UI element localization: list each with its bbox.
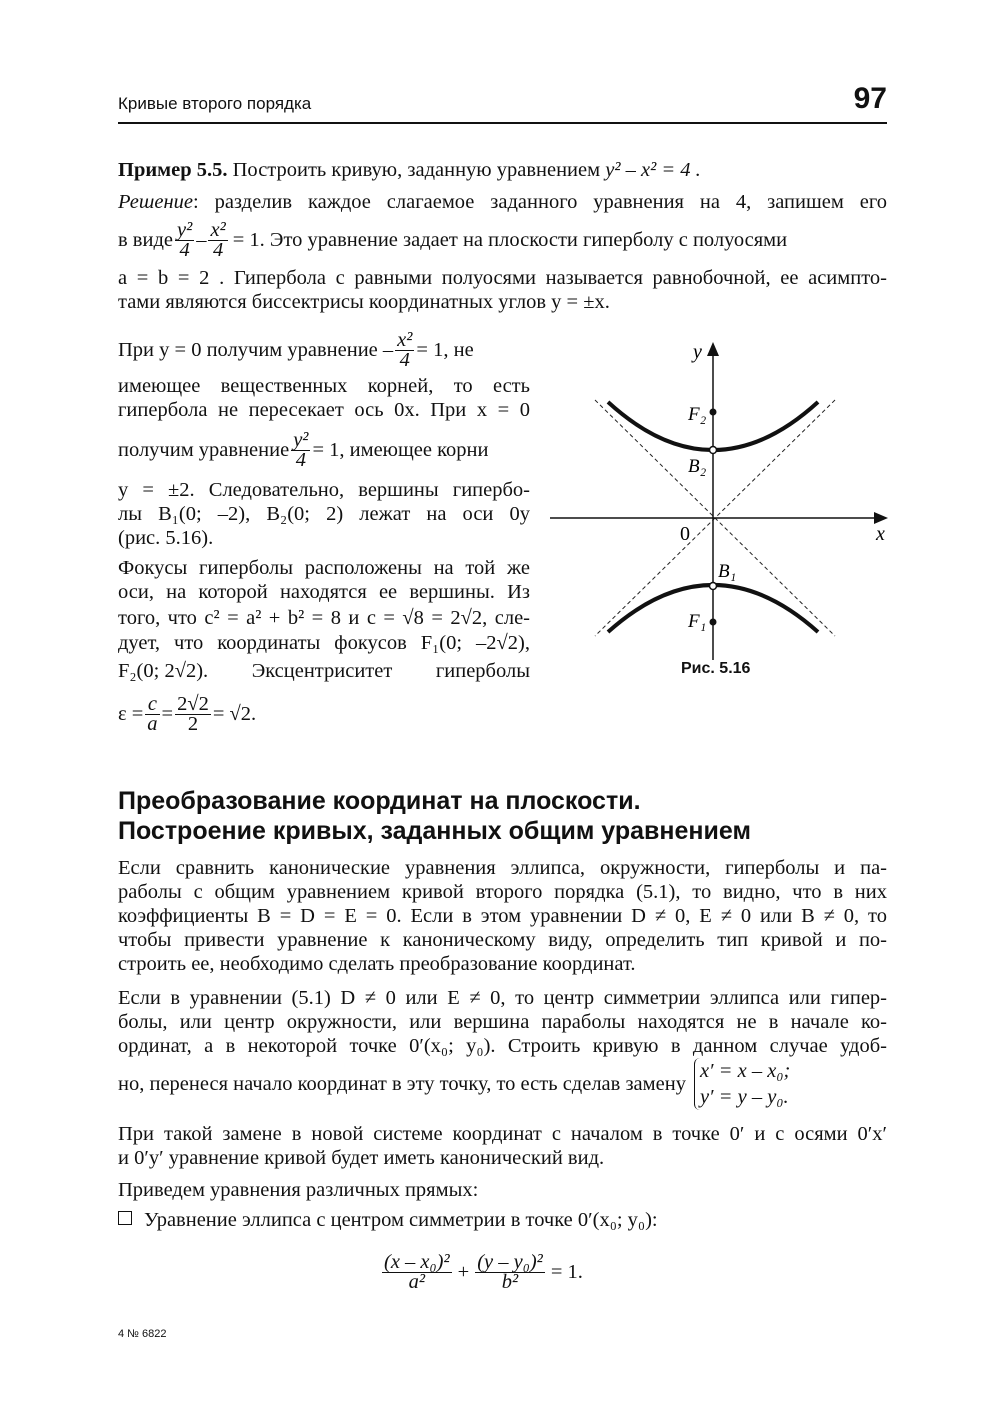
section-heading-line-2: Построение кривых, заданных общим уравнением bbox=[118, 817, 751, 845]
para1-line-1: Если сравнить канонические уравнения эллипса, окружности, гиперболы и па- bbox=[118, 857, 887, 879]
vertex-b1-point bbox=[710, 583, 717, 590]
hyperbola-figure bbox=[550, 330, 895, 660]
solution-text: : разделив каждое слагаемое заданного уравнения на 4, запишем его bbox=[192, 191, 887, 213]
b2-label: B₂ bbox=[688, 456, 707, 477]
fraction-y2-4-b: $\frac{\text{y²}}{4}$ bbox=[293, 428, 309, 471]
substitution-eq-1: x′ = x – x₀; bbox=[699, 1060, 791, 1082]
para2-last-text: но, перенеся начало координат в эту точку, то есть сделав замену bbox=[118, 1073, 686, 1095]
bullet-ellipse-text: Уравнение эллипса с центром симметрии в точке 0′(x₀; y₀): bbox=[144, 1209, 658, 1231]
para2-line-2: болы, или центр окружности, или вершина параболы находятся не в начале ко- bbox=[118, 1011, 887, 1033]
left-p2: имеющее вещественных корней, то есть bbox=[118, 375, 530, 397]
left-p4: получим уравнение $\frac{\text{y²}}{4}$ = 1, имеющее корни bbox=[118, 428, 489, 471]
left-p8: Фокусы гиперболы расположены на той же bbox=[118, 557, 530, 579]
para1-line-3: коэффициенты B = D = E = 0. Если в этом уравнении D ≠ 0, E ≠ 0 или B ≠ 0, то bbox=[118, 905, 887, 927]
x-axis-label: x bbox=[876, 523, 885, 545]
ellipse-fraction-y: $\frac{\text{(y – y₀)²}}{\text{b²}}$ bbox=[477, 1250, 543, 1293]
left-p6: лы B₁(0; –2), B₂(0; 2) лежат на оси 0y bbox=[118, 503, 530, 525]
f2-label: F₂ bbox=[688, 404, 707, 425]
para3-line-1: При такой замене в новой системе координат с началом в точке 0′ и с осями 0′x′ bbox=[118, 1123, 887, 1145]
para4: Приведем уравнения различных прямых: bbox=[118, 1179, 479, 1201]
left-p5: y = ±2. Следовательно, вершины гипербо- bbox=[118, 479, 530, 501]
eccentricity-formula: ε = $\frac{c}{a}$ = $\frac{2√2}{2}$ = √2. bbox=[118, 692, 257, 735]
section-heading-line-1: Преобразование координат на плоскости. bbox=[118, 787, 641, 815]
page-number: 97 bbox=[853, 82, 887, 115]
b1-label: B₁ bbox=[718, 561, 737, 582]
substitution-eq-2: y′ = y – y₀. bbox=[699, 1086, 789, 1108]
fraction-2sqrt2-2: $\frac{2√2}{2}$ bbox=[177, 692, 209, 735]
left-p10: того, что c² = a² + b² = 8 и c = √8 = 2√2, сле- bbox=[118, 607, 530, 629]
fraction-c-a: $\frac{c}{a}$ bbox=[147, 692, 158, 735]
para1-line-5: строить ее, необходимо сделать преобразование координат. bbox=[118, 953, 636, 975]
fraction-x2-4: $\frac{\text{x²}}{4}$ bbox=[210, 218, 226, 261]
ellipse-equation: $\frac{\text{(x – x₀)²}}{\text{a²}}$ + $\frac{\text{(y – y₀)²}}{\text{b²}}$ = 1. bbox=[384, 1250, 583, 1293]
example-task-eq: y² – x² = 4 . bbox=[605, 159, 701, 181]
running-header: Кривые второго порядка bbox=[118, 94, 312, 113]
ellipse-fraction-x: $\frac{\text{(x – x₀)²}}{\text{a²}}$ bbox=[384, 1250, 450, 1293]
example-label: Пример 5.5. bbox=[118, 159, 228, 181]
example-line-3: в виде $\frac{\text{y²}}{4}$ – $\frac{\text{x²}}{4}$ = 1. Это уравнение задает на плоскости гиперболу с полуосями bbox=[118, 218, 788, 261]
para1-line-2: раболы с общим уравнением кривой второго порядка (5.1), то видно, что в них bbox=[118, 881, 887, 903]
example-line-1 bbox=[118, 158, 887, 182]
focus-f1-point bbox=[710, 619, 717, 626]
f1-label: F₁ bbox=[688, 611, 707, 632]
para2-line-3: ординат, а в некоторой точке 0′(x₀; y₀). Строить кривую в данном случае удоб- bbox=[118, 1035, 887, 1057]
in-form-text: в виде bbox=[118, 229, 173, 251]
left-p9: оси, на которой находятся ее вершины. Из bbox=[118, 581, 530, 603]
para2-line-4 bbox=[118, 1056, 887, 1112]
left-p11: дует, что координаты фокусов F₁(0; –2√2), bbox=[118, 632, 530, 654]
fraction-y2-4: $\frac{\text{y²}}{4}$ bbox=[176, 218, 193, 261]
example-line-5: тами являются биссектрисы координатных углов y = ±x. bbox=[118, 291, 610, 313]
signature-mark: 4 № 6822 bbox=[118, 1328, 167, 1340]
example-line-4: a = b = 2 . Гипербола с равными полуосями называется равнобочной, ее асимпто- bbox=[118, 267, 887, 289]
solution-label: Решение bbox=[118, 191, 193, 213]
left-p12: F₂(0; 2√2). Эксцентриситет гиперболы bbox=[118, 660, 530, 682]
left-p1: При y = 0 получим уравнение – $\frac{\text{x²}}{4}$ = 1, не bbox=[118, 328, 474, 371]
left-p3: гипербола не пересекает ось 0x. При x = 0 bbox=[118, 399, 530, 421]
substitution-system bbox=[694, 1058, 790, 1110]
example-task: Построить кривую, заданную уравнением bbox=[227, 159, 606, 181]
y-axis-label: y bbox=[693, 341, 702, 363]
eq-rest-text: = 1. Это уравнение задает на плоскости гиперболу с полуосями bbox=[232, 229, 788, 251]
fraction-x2-4-b: $\frac{\text{x²}}{4}$ bbox=[397, 328, 413, 371]
focus-f2-point bbox=[710, 409, 717, 416]
figure-caption: Рис. 5.16 bbox=[681, 660, 751, 677]
origin-label: 0 bbox=[680, 523, 690, 545]
example-line-2 bbox=[118, 190, 887, 214]
bullet-box-icon bbox=[118, 1211, 132, 1225]
y-axis-arrow bbox=[707, 342, 719, 356]
para3-line-2: и 0′y′ уравнение кривой будет иметь канонический вид. bbox=[118, 1147, 605, 1169]
bullet-ellipse bbox=[118, 1208, 887, 1232]
left-p7: (рис. 5.16). bbox=[118, 527, 214, 549]
vertex-b2-point bbox=[710, 447, 717, 454]
header-rule bbox=[118, 122, 887, 124]
para1-line-4: чтобы привести уравнение к каноническому виду, определить тип кривой и по- bbox=[118, 929, 887, 951]
para2-line-1: Если в уравнении (5.1) D ≠ 0 или E ≠ 0, то центр симметрии эллипса или гипер- bbox=[118, 987, 887, 1009]
